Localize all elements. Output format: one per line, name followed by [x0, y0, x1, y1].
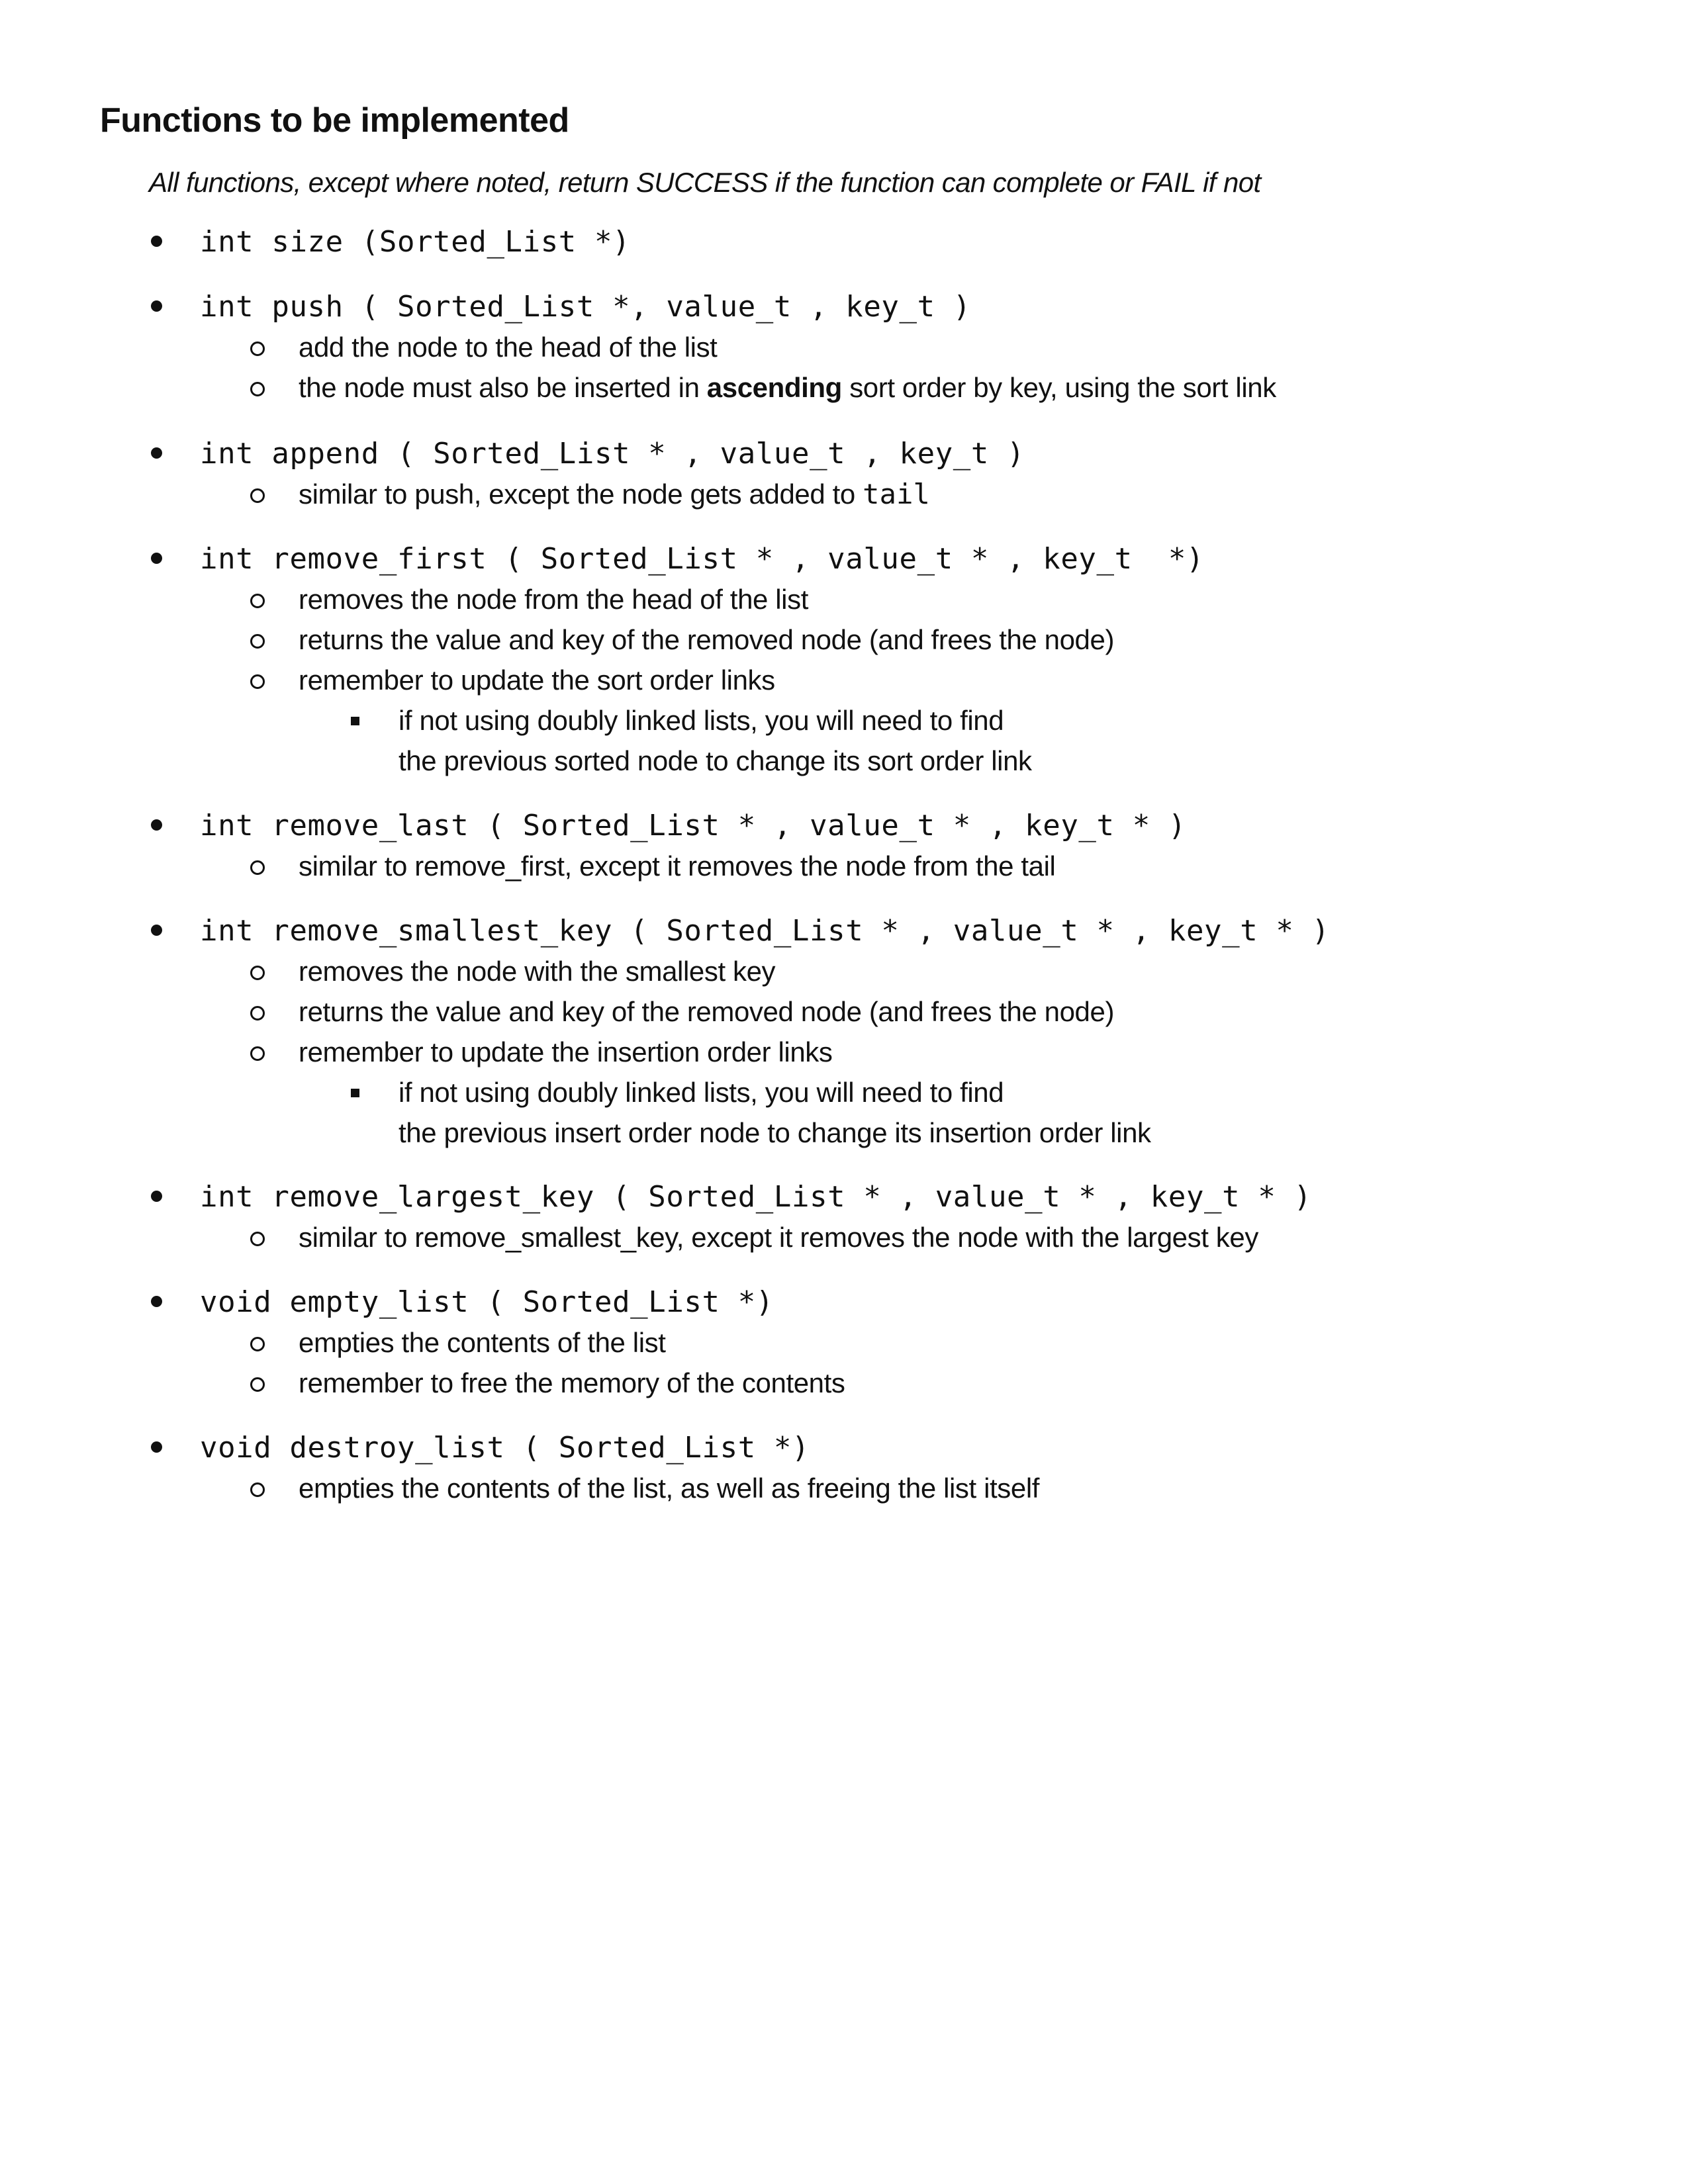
function-note: empties the contents of the list [299, 1327, 666, 1358]
note-text: the node must also be inserted in [299, 372, 707, 403]
function-push [0, 287, 1688, 408]
function-remove-largest-key [0, 1177, 1688, 1257]
bullet-icon [151, 1441, 162, 1453]
circle-bullet-icon [250, 1337, 265, 1351]
function-signature: int remove_first ( Sorted_List * , value_t * , key_t *) [200, 542, 1205, 576]
function-signature: int remove_largest_key ( Sorted_List * , value_t * , key_t * ) [200, 1180, 1312, 1214]
bullet-icon [151, 925, 162, 936]
function-remove-smallest-key [0, 911, 1688, 1153]
bullet-icon [151, 553, 162, 564]
note-emphasis: ascending [706, 372, 842, 403]
circle-bullet-icon [250, 1482, 265, 1497]
function-note: empties the contents of the list, as well as freeing the list itself [299, 1473, 1040, 1504]
function-signature: int remove_last ( Sorted_List * , value_t * , key_t * ) [200, 809, 1186, 842]
circle-bullet-icon [250, 594, 265, 608]
circle-bullet-icon [250, 634, 265, 649]
circle-bullet-icon [250, 966, 265, 980]
function-note: removes the node from the head of the list [299, 584, 808, 615]
function-note: returns the value and key of the removed node (and frees the node) [299, 624, 1115, 655]
note-code: tail [863, 478, 931, 510]
function-note: similar to remove_smallest_key, except it removes the node with the largest key [299, 1222, 1258, 1253]
bullet-icon [151, 1296, 162, 1307]
function-remove-first [0, 539, 1688, 781]
circle-bullet-icon [250, 674, 265, 689]
function-subnote: if not using doubly linked lists, you will need to find [399, 1077, 1004, 1108]
bullet-icon [151, 236, 162, 247]
function-signature: int remove_smallest_key ( Sorted_List * , value_t * , key_t * ) [200, 914, 1330, 948]
function-signature: void empty_list ( Sorted_List *) [200, 1285, 774, 1319]
function-note [299, 474, 930, 514]
function-signature: void destroy_list ( Sorted_List *) [200, 1431, 810, 1465]
bullet-icon [151, 819, 162, 831]
function-subnote-continued: the previous sorted node to change its sort order link [399, 745, 1032, 776]
function-append [0, 434, 1688, 514]
circle-bullet-icon [250, 341, 265, 356]
circle-bullet-icon [250, 382, 265, 396]
function-size [0, 222, 1688, 262]
function-note: remember to free the memory of the contents [299, 1367, 845, 1398]
intro-note: All functions, except where noted, return SUCCESS if the function can complete or FAIL if not [149, 167, 1261, 198]
function-remove-last [0, 806, 1688, 886]
function-subnote: if not using doubly linked lists, you will need to find [399, 705, 1004, 736]
bullet-icon [151, 1191, 162, 1202]
function-note: removes the node with the smallest key [299, 956, 776, 987]
circle-bullet-icon [250, 1377, 265, 1392]
circle-bullet-icon [250, 860, 265, 875]
square-bullet-icon [351, 717, 359, 725]
function-note: returns the value and key of the removed node (and frees the node) [299, 996, 1115, 1027]
circle-bullet-icon [250, 1046, 265, 1061]
function-signature: int append ( Sorted_List * , value_t , key_t ) [200, 437, 1025, 471]
page-title: Functions to be implemented [100, 101, 569, 140]
function-note: add the node to the head of the list [299, 332, 718, 363]
circle-bullet-icon [250, 1006, 265, 1021]
note-text: sort order by key, using the sort link [841, 372, 1276, 403]
function-empty-list [0, 1283, 1688, 1403]
bullet-icon [151, 300, 162, 312]
circle-bullet-icon [250, 1232, 265, 1246]
function-note: similar to remove_first, except it removes the node from the tail [299, 850, 1056, 882]
function-signature: int push ( Sorted_List *, value_t , key_t ) [200, 290, 971, 324]
function-destroy-list [0, 1428, 1688, 1508]
square-bullet-icon [351, 1089, 359, 1097]
circle-bullet-icon [250, 488, 265, 503]
function-note [299, 367, 1276, 408]
bullet-icon [151, 447, 162, 459]
function-subnote-continued: the previous insert order node to change its insertion order link [399, 1117, 1151, 1148]
function-signature: int size (Sorted_List *) [200, 225, 631, 259]
function-note: remember to update the sort order links [299, 664, 775, 696]
function-note: remember to update the insertion order links [299, 1036, 833, 1068]
note-text: similar to push, except the node gets added to [299, 478, 863, 510]
